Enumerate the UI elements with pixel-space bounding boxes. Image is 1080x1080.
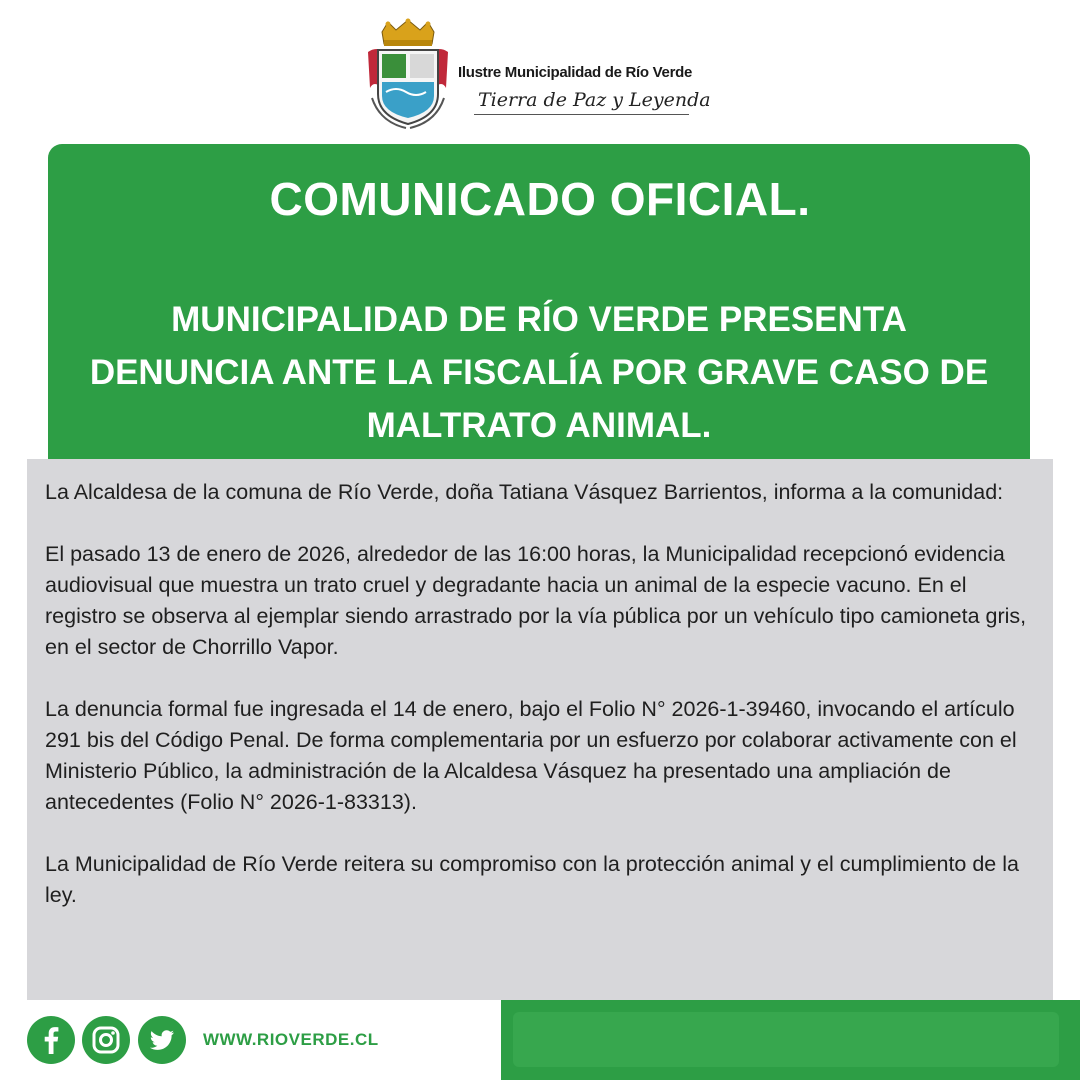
subtitle-line: MUNICIPALIDAD DE RÍO VERDE PRESENTA [171,300,907,339]
municipal-crest-logo [366,18,450,130]
instagram-icon[interactable] [82,1016,130,1064]
website-link[interactable]: WWW.RIOVERDE.CL [203,1030,379,1049]
body-paragraph: La denuncia formal fue ingresada el 14 de enero, bajo el Folio N° 2026-1-39460, invocando el artículo 291 bis del Código Penal. De forma complementaria por un esfuerzo por colaborar activamente con el Ministerio Público, la administración de la Alcaldesa Vásquez ha presentado una ampliación de antecedentes (Folio N° 2026-1-83313). [45,697,1017,814]
announcement-subtitle [48,293,1030,452]
footer-accent-inner [513,1012,1059,1067]
org-name: Ilustre Municipalidad de Río Verde [458,64,693,81]
announcement-body [45,477,1030,942]
announcement-title: COMUNICADO OFICIAL. [269,173,811,225]
slogan-underline [474,114,689,115]
twitter-icon[interactable] [138,1016,186,1064]
body-paragraph: El pasado 13 de enero de 2026, alrededor de las 16:00 horas, la Municipalidad recepcionó evidencia audiovisual que muestra un trato cruel y degradante hacia un animal de la especie vacuno. En el registro se observa al ejemplar siendo arrastrado por la vía pública por un vehículo tipo camioneta gris, en el sector de Chorrillo Vapor. [45,542,1027,659]
body-paragraph: La Alcaldesa de la comuna de Río Verde, doña Tatiana Vásquez Barrientos, informa a la comunidad: [45,480,1004,504]
body-paragraph: La Municipalidad de Río Verde reitera su compromiso con la protección animal y el cumplimiento de la ley. [45,852,1019,907]
subtitle-line: DENUNCIA ANTE LA FISCALÍA POR GRAVE CASO DE [89,353,989,392]
subtitle-line: MALTRATO ANIMAL. [366,406,712,445]
slogan: Tierra de Paz y Leyenda [478,89,711,111]
facebook-icon[interactable] [27,1016,75,1064]
page-header [366,18,726,130]
